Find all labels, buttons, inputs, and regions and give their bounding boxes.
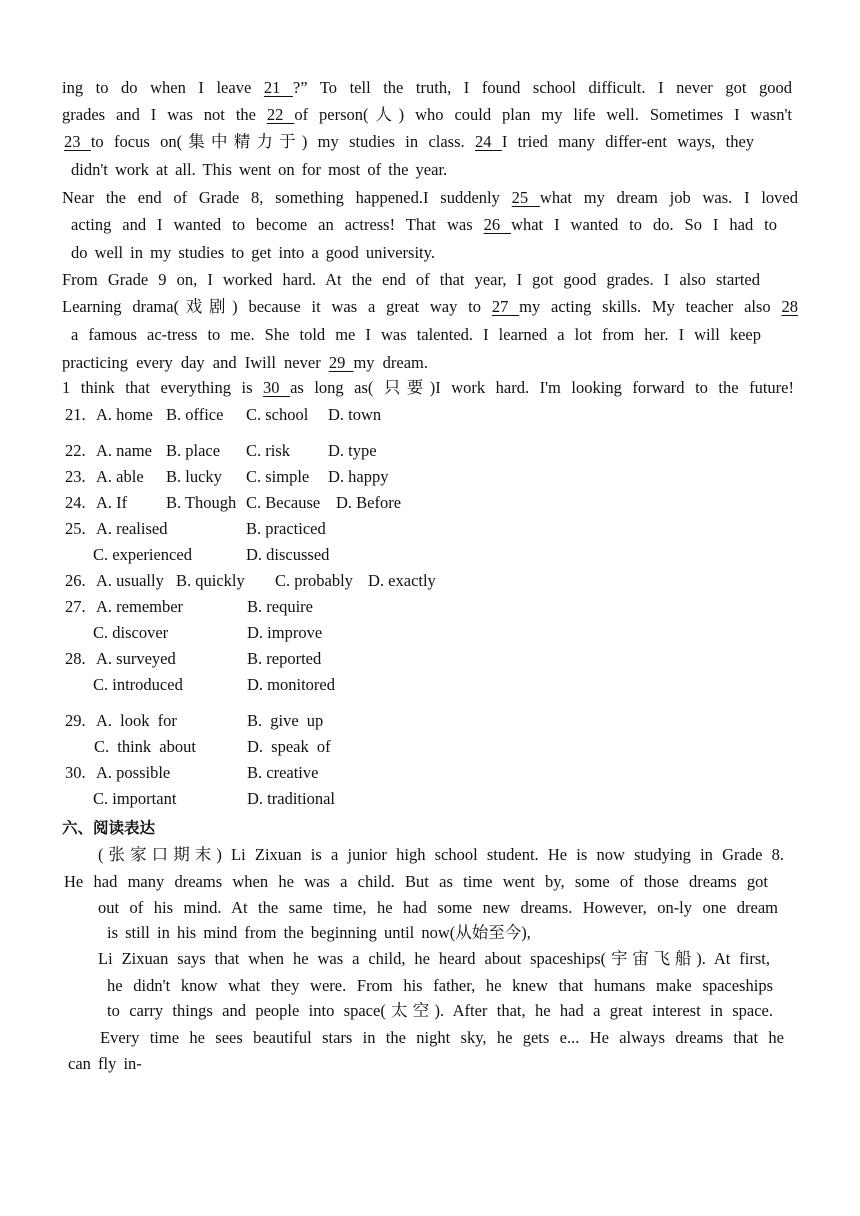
text: what my dream job was. I loved (539, 188, 798, 207)
section-heading: 六、阅读表达 (62, 819, 156, 837)
reading-line-8: Every time he sees beautiful stars in the night sky, he gets e... He always dreams that he (100, 1028, 784, 1047)
option-a: A. home (96, 405, 153, 424)
option-d: D. speak of (247, 737, 331, 756)
text: Learning drama(戏剧) because it was a great way to (62, 297, 492, 316)
passage-line-5 (62, 188, 798, 208)
option-a: A. look for (96, 711, 177, 730)
blank-26: 26 (483, 215, 512, 234)
question-number: 29. (65, 711, 86, 730)
passage-line-9 (62, 297, 798, 317)
passage-line-8: From Grade 9 on, I worked hard. At the end of that year, I got good grades. I also started (62, 270, 760, 289)
passage-line-10: a famous ac-tress to me. She told me I was talented. I learned a lot from her. I will keep (71, 325, 761, 344)
option-b: B. quickly (176, 571, 245, 590)
option-c: C. introduced (93, 675, 183, 694)
option-c: C. discover (93, 623, 169, 642)
question-number: 30. (65, 763, 86, 782)
passage-line-2 (62, 105, 792, 125)
text: acting and I wanted to become an actress! That was (71, 215, 484, 234)
passage-line-6 (71, 215, 777, 235)
reading-line-4: is still in his mind from the beginning until now(从始至今), (107, 923, 531, 942)
option-d: D. monitored (247, 675, 335, 694)
passage-line-4: didn't work at all. This went on for most of the year. (71, 160, 448, 179)
text: practicing every day and Iwill never (62, 353, 329, 372)
option-d: D. town (328, 405, 382, 424)
text: as long as( 只要)I work hard. I'm looking forward to the future! (290, 378, 794, 397)
option-a: A. usually (96, 571, 164, 590)
text: what I wanted to do. So I had to (511, 215, 777, 234)
option-c: C. experienced (93, 545, 192, 564)
question-number: 22. (65, 441, 86, 460)
option-b: B. give up (247, 711, 324, 730)
option-b: B. reported (247, 649, 322, 668)
question-number: 26. (65, 571, 86, 590)
reading-line-5: Li Zixuan says that when he was a child, he heard about spaceships(宇宙飞船). At first, (98, 949, 770, 968)
question-number: 21. (65, 405, 86, 424)
question-number: 27. (65, 597, 86, 616)
option-d: D. Before (336, 493, 402, 512)
option-a: A. If (96, 493, 128, 512)
option-d: D. exactly (368, 571, 436, 590)
text: I tried many differ-ent ways, they (501, 132, 755, 151)
text: ?” To tell the truth, I found school difficult. I never got good (292, 78, 792, 97)
text: my acting skills. My teacher also (519, 297, 782, 316)
option-b: B. lucky (166, 467, 222, 486)
passage-line-3 (64, 132, 754, 152)
blank-21: 21 (263, 78, 293, 97)
option-c: C. risk (246, 441, 291, 460)
option-b: B. Though (166, 493, 237, 512)
option-a: A. possible (96, 763, 171, 782)
option-d: D. type (328, 441, 377, 460)
option-b: B. place (166, 441, 221, 460)
blank-28: 28 (781, 297, 798, 316)
option-d: D. happy (328, 467, 389, 486)
reading-line-1: (张家口期末) Li Zixuan is a junior high school student. He is now studying in Grade 8. (98, 845, 784, 864)
option-c: C. Because (246, 493, 321, 512)
option-d: D. discussed (246, 545, 330, 564)
reading-line-6: he didn't know what they were. From his father, he knew that humans make spaceships (107, 976, 773, 995)
question-number: 25. (65, 519, 86, 538)
question-number: 23. (65, 467, 86, 486)
passage-line-1 (62, 78, 792, 98)
option-c: C. think about (94, 737, 196, 756)
question-number: 28. (65, 649, 86, 668)
text: grades and I was not the (62, 105, 267, 124)
option-a: A. remember (96, 597, 184, 616)
passage-line-12 (62, 378, 794, 398)
option-b: B. creative (247, 763, 319, 782)
option-c: C. simple (246, 467, 310, 486)
text: my dream. (353, 353, 428, 372)
text: Near the end of Grade 8, something happened.I suddenly (62, 188, 512, 207)
option-a: A. able (96, 467, 144, 486)
blank-27: 27 (491, 297, 520, 316)
blank-24: 24 (475, 132, 502, 151)
option-b: B. require (247, 597, 313, 616)
reading-line-3: out of his mind. At the same time, he had some new dreams. However, on-ly one dream (98, 898, 778, 917)
option-a: A. surveyed (96, 649, 176, 668)
blank-30: 30 (263, 378, 291, 397)
blank-29: 29 (328, 353, 354, 372)
reading-line-7: to carry things and people into space(太空). After that, he had a great interest in space. (107, 1001, 773, 1020)
passage-line-11 (62, 353, 428, 373)
option-d: D. improve (247, 623, 323, 642)
option-c: C. school (246, 405, 309, 424)
blank-22: 22 (266, 105, 295, 124)
option-b: B. practiced (246, 519, 326, 538)
text: 1 think that everything is (62, 378, 264, 397)
option-b: B. office (166, 405, 224, 424)
passage-line-7: do well in my studies to get into a good university. (71, 243, 435, 262)
option-d: D. traditional (247, 789, 335, 808)
text: to focus on(集中精力于) my studies in class. (90, 132, 475, 151)
blank-23: 23 (64, 132, 91, 151)
question-number: 24. (65, 493, 86, 512)
text: of person(人) who could plan my life well. Sometimes I wasn't (294, 105, 792, 124)
reading-line-2: He had many dreams when he was a child. But as time went by, some of those dreams got (64, 872, 768, 891)
blank-25: 25 (511, 188, 540, 207)
text: ing to do when I leave (62, 78, 264, 97)
option-c: C. important (93, 789, 177, 808)
option-c: C. probably (275, 571, 353, 590)
reading-line-9: can fly in- (68, 1054, 142, 1073)
option-a: A. realised (96, 519, 168, 538)
option-a: A. name (96, 441, 152, 460)
